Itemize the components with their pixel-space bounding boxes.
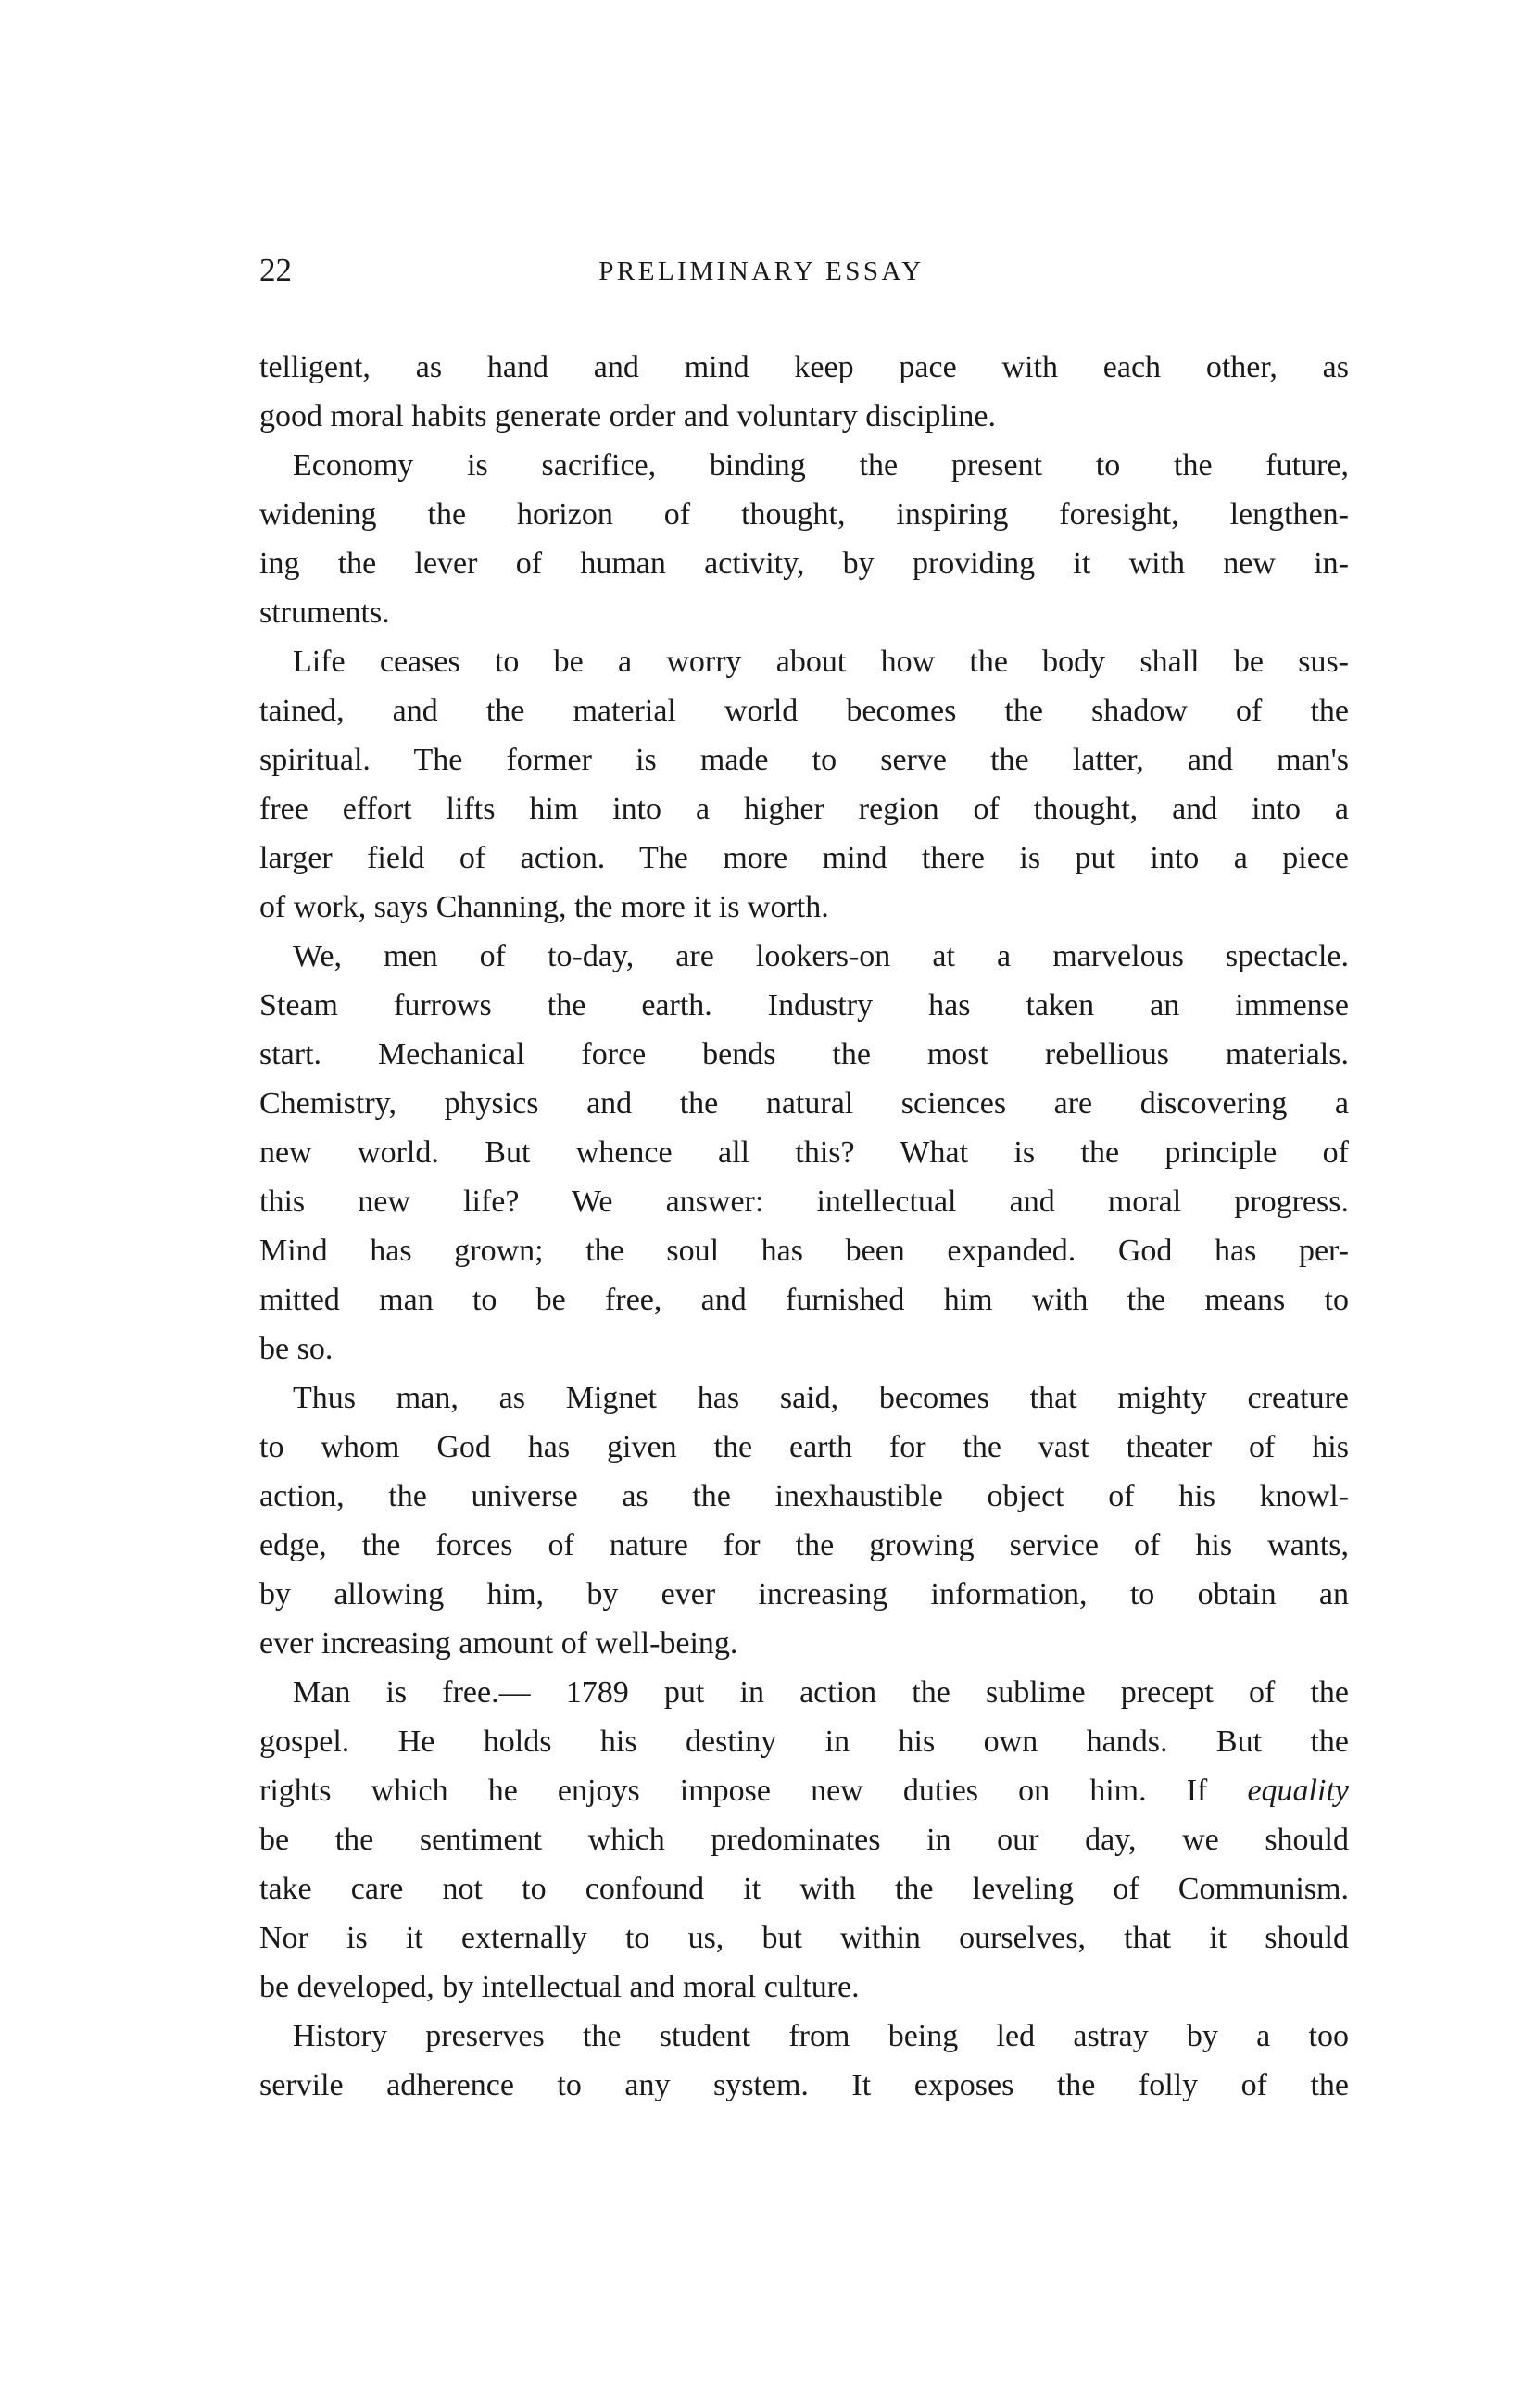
running-header-title: PRELIMINARY ESSAY (598, 257, 925, 286)
text-line: telligent, as hand and mind keep pace with each other, as (259, 350, 1349, 384)
text-line: We, men of to-day, are lookers-on at a marvelous spectacle. (293, 939, 1349, 973)
text-line: servile adherence to any system. It exposes the folly of the (259, 2068, 1349, 2102)
text-line: take care not to confound it with the leveling of Communism. (259, 1872, 1349, 1906)
text-line: be developed, by intellectual and moral culture. (259, 1970, 860, 2004)
text-line: free effort lifts him into a higher region of thought, and into a (259, 792, 1349, 826)
text-line: Chemistry, physics and the natural sciences are discovering a (259, 1086, 1349, 1121)
text-line: Nor is it externally to us, but within ourselves, that it should (259, 1921, 1349, 1955)
text-line: mitted man to be free, and furnished him with the means to (259, 1283, 1349, 1317)
text-line: Mind has grown; the soul has been expanded. God has per- (259, 1234, 1349, 1268)
page-number: 22 (259, 252, 292, 288)
text-line: edge, the forces of nature for the growing service of his wants, (259, 1528, 1349, 1562)
text-line: ever increasing amount of well-being. (259, 1626, 738, 1661)
text-line: be so. (259, 1332, 334, 1366)
text-line: tained, and the material world becomes the shadow of the (259, 694, 1349, 728)
running-header (0, 252, 1523, 296)
text-line: by allowing him, by ever increasing information, to obtain an (259, 1577, 1349, 1612)
text-line: start. Mechanical force bends the most rebellious materials. (259, 1037, 1349, 1072)
text-line: Thus man, as Mignet has said, becomes that mighty creature (293, 1381, 1349, 1415)
text-line: gospel. He holds his destiny in his own hands. But the (259, 1724, 1349, 1759)
text-line: action, the universe as the inexhaustible object of his knowl- (259, 1479, 1349, 1513)
body-text (259, 343, 1349, 2110)
text-line: Economy is sacrifice, binding the present to the future, (293, 448, 1349, 483)
text-line: larger field of action. The more mind there is put into a piece (259, 841, 1349, 875)
text-line: Man is free.— 1789 put in action the sublime precept of the (293, 1675, 1349, 1710)
text-line: this new life? We answer: intellectual and moral progress. (259, 1185, 1349, 1219)
text-line: Life ceases to be a worry about how the body shall be sus- (293, 645, 1349, 679)
text-line: widening the horizon of thought, inspiring foresight, lengthen- (259, 497, 1349, 532)
text-line: new world. But whence all this? What is the principle of (259, 1135, 1349, 1170)
text-line: rights which he enjoys impose new duties on him. If equality (259, 1774, 1349, 1808)
text-line: to whom God has given the earth for the vast theater of his (259, 1430, 1349, 1464)
text-line: ing the lever of human activity, by providing it with new in- (259, 546, 1349, 581)
text-line: be the sentiment which predominates in our day, we should (259, 1823, 1349, 1857)
text-line: struments. (259, 596, 390, 630)
text-line: spiritual. The former is made to serve the latter, and man's (259, 743, 1349, 777)
text-line: Steam furrows the earth. Industry has taken an immense (259, 988, 1349, 1022)
text-line: of work, says Channing, the more it is worth. (259, 890, 829, 924)
text-line: good moral habits generate order and voluntary discipline. (259, 399, 996, 433)
text-line: History preserves the student from being led astray by a too (293, 2019, 1349, 2053)
